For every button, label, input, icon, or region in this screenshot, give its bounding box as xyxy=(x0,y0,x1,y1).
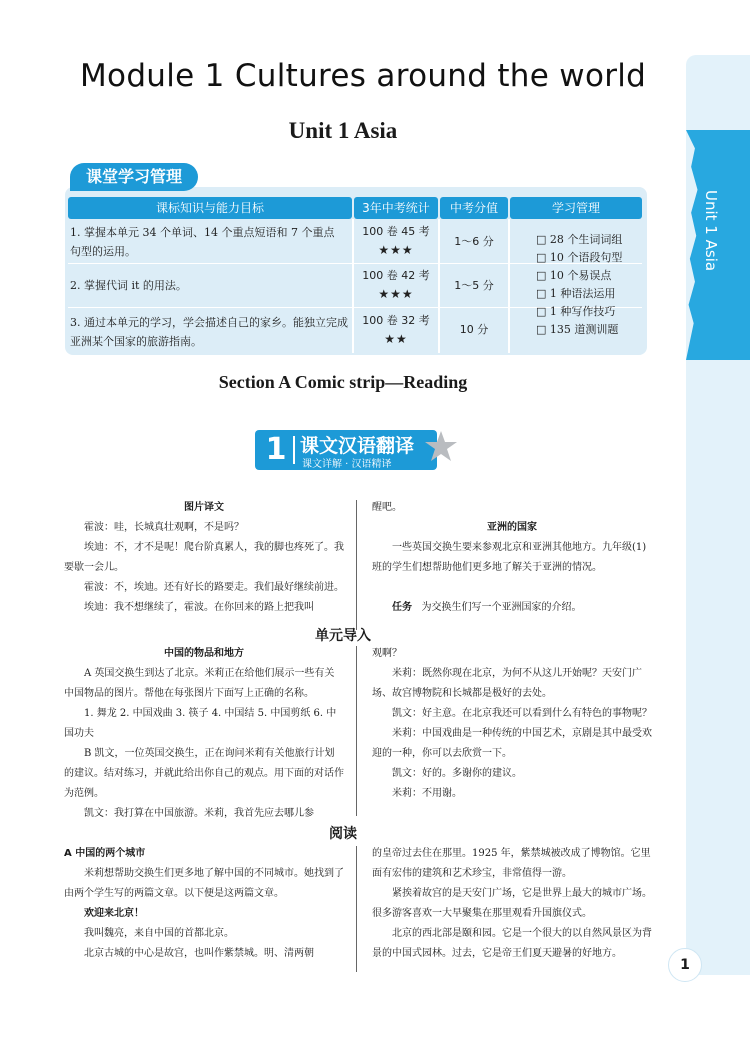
reading-left xyxy=(64,844,344,964)
reading-paragraph: 我叫魏亮，来自中国的首都北京。 xyxy=(84,928,234,939)
column-divider xyxy=(356,500,357,630)
table-header-goals: 课标知识与能力目标 xyxy=(68,197,352,219)
dialogue-line: 埃迪：我不想继续了，霍波。在你回来的路上把我叫 xyxy=(84,602,314,613)
banner-divider xyxy=(293,436,295,464)
picture-heading: 图片译文 xyxy=(184,502,224,513)
welcome-line: 欢迎来北京！ xyxy=(84,908,144,919)
stars-cell: ★★★ xyxy=(378,243,414,257)
checklist-item: □ 10 个易误点 xyxy=(536,269,612,282)
goal-cell: 2. 掌握代词 it 的用法。 xyxy=(70,279,187,292)
intro-b: B 凯文，一位英国交换生，正在询问米莉有关他旅行计划的建议。结对练习，并就此给出你自己的观点。用下面的对话作为范例。 xyxy=(64,748,344,799)
checklist xyxy=(536,231,640,339)
section-title: Section A Comic strip—Reading xyxy=(218,372,468,392)
dialogue-line: 观啊？ xyxy=(372,648,402,659)
unit-title: Unit 1 Asia xyxy=(288,118,398,143)
checklist-item: □ 1 种语法运用 xyxy=(536,287,616,300)
task-text: 为交换生们写一个亚洲国家的介绍。 xyxy=(421,602,582,613)
intro-heading: 单元导入 xyxy=(315,628,371,644)
score-cell: 1～5 分 xyxy=(454,279,494,292)
banner-title: 课文汉语翻译 xyxy=(300,435,415,457)
star-icon xyxy=(424,430,458,464)
checklist-item: □ 135 道测训题 xyxy=(536,323,619,336)
dialogue-line: 米莉：既然你现在北京，为何不从这儿开始呢？天安门广场、故宫博物院和长城都是极好的去处。 xyxy=(372,668,642,699)
table-header-score: 中考分值 xyxy=(440,197,508,219)
goal-cell: 3. 通过本单元的学习，学会描述自己的家乡。能独立完成亚洲某个国家的旅游指南。 xyxy=(70,316,348,348)
table-divider xyxy=(508,219,510,353)
dialogue-line: 醒吧。 xyxy=(372,502,402,513)
banner-number: 1 xyxy=(265,432,287,467)
goal-cell: 1. 掌握本单元 34 个单词、14 个重点短语和 7 个重点句型的运用。 xyxy=(70,226,335,258)
reading-paragraph: 紧挨着故宫的是天安门广场，它是世界上最大的城市广场。很多游客喜欢一大早聚集在那里观看升国旗仪式。 xyxy=(372,888,652,919)
page-number: 1 xyxy=(668,948,702,982)
intro-a-items: 1. 舞龙 2. 中国戏曲 3. 筷子 4. 中国结 5. 中国剪纸 6. 中国功夫 xyxy=(64,708,337,739)
reading-subheading: A 中国的两个城市 xyxy=(64,848,146,859)
score-cell: 10 分 xyxy=(459,323,489,336)
table-header-stats: 3年中考统计 xyxy=(354,197,438,219)
reading-right xyxy=(372,844,652,964)
task-label: 任务 xyxy=(392,602,412,613)
banner-subtitle: 课文详解 · 汉语精译 xyxy=(302,459,392,470)
stat-cell: 100 卷 42 考 xyxy=(362,269,430,282)
stat-cell: 100 卷 32 考 xyxy=(362,314,430,327)
intro-right xyxy=(372,644,652,804)
stat-cell: 100 卷 45 考 xyxy=(362,225,430,238)
reading-heading: 阅读 xyxy=(329,826,357,842)
reading-paragraph: 的皇帝过去住在那里。1925 年，紫禁城被改成了博物馆。它里面有宏伟的建筑和艺术珍宝，非常值得一游。 xyxy=(372,848,651,879)
column-divider xyxy=(356,646,357,816)
module-title: Module 1 Cultures around the world xyxy=(80,58,647,94)
checklist-item: □ 10 个语段句型 xyxy=(536,251,623,264)
stars-cell: ★★★ xyxy=(378,287,414,301)
asia-body: 一些英国交换生要来参观北京和亚洲其他地方。九年级(1)班的学生们想帮助他们更多地了解关于亚洲的情况。 xyxy=(372,542,647,573)
intro-subheading: 中国的物品和地方 xyxy=(164,648,244,659)
dialogue-line: 霍波：哇，长城真壮观啊，不是吗？ xyxy=(84,522,244,533)
asia-countries xyxy=(372,498,652,618)
dialogue-line: 凯文：好的。多谢你的建议。 xyxy=(392,768,522,779)
checklist-item: □ 28 个生词词组 xyxy=(536,233,623,246)
column-divider xyxy=(356,846,357,972)
table-header-manage: 学习管理 xyxy=(510,197,642,219)
side-tab-label: Unit 1 Asia xyxy=(702,190,720,272)
reading-paragraph: 北京古城的中心是故宫，也叫作紫禁城。明、清两朝 xyxy=(84,948,314,959)
dialogue-line: 凯文：我打算在中国旅游。米莉，我首先应去哪儿参 xyxy=(84,808,314,819)
dialogue-line: 米莉：中国戏曲是一种传统的中国艺术，京剧是其中最受欢迎的一种，你可以去欣赏一下。 xyxy=(372,728,652,759)
intro-left xyxy=(64,644,344,824)
picture-translation xyxy=(64,498,344,618)
dialogue-line: 米莉：不用谢。 xyxy=(392,788,462,799)
dialogue-line: 凯文：好主意。在北京我还可以看到什么有特色的事物呢？ xyxy=(392,708,652,719)
dialogue-line: 埃迪：不，才不是呢！爬台阶真累人，我的脚也疼死了。我要歇一会儿。 xyxy=(64,542,344,573)
checklist-item: □ 1 种写作技巧 xyxy=(536,305,616,318)
intro-a: A 英国交换生到达了北京。米莉正在给他们展示一些有关中国物品的图片。帮他在每张图片下面写上正确的名称。 xyxy=(64,668,335,699)
management-badge: 课堂学习管理 xyxy=(70,163,198,191)
score-cell: 1～6 分 xyxy=(454,235,494,248)
reading-intro: 米莉想帮助交换生们更多地了解中国的不同城市。她找到了由两个学生写的两篇文章。以下便是这两篇文章。 xyxy=(64,868,344,899)
reading-paragraph: 北京的西北部是颐和园。它是一个很大的以自然风景区为背景的中国式园林。过去，它是帝王们夏天避暑的好地方。 xyxy=(372,928,652,959)
dialogue-line: 霍波：不，埃迪。还有好长的路要走。我们最好继续前进。 xyxy=(84,582,344,593)
stars-cell: ★★ xyxy=(384,332,408,346)
asia-heading: 亚洲的国家 xyxy=(487,522,537,533)
